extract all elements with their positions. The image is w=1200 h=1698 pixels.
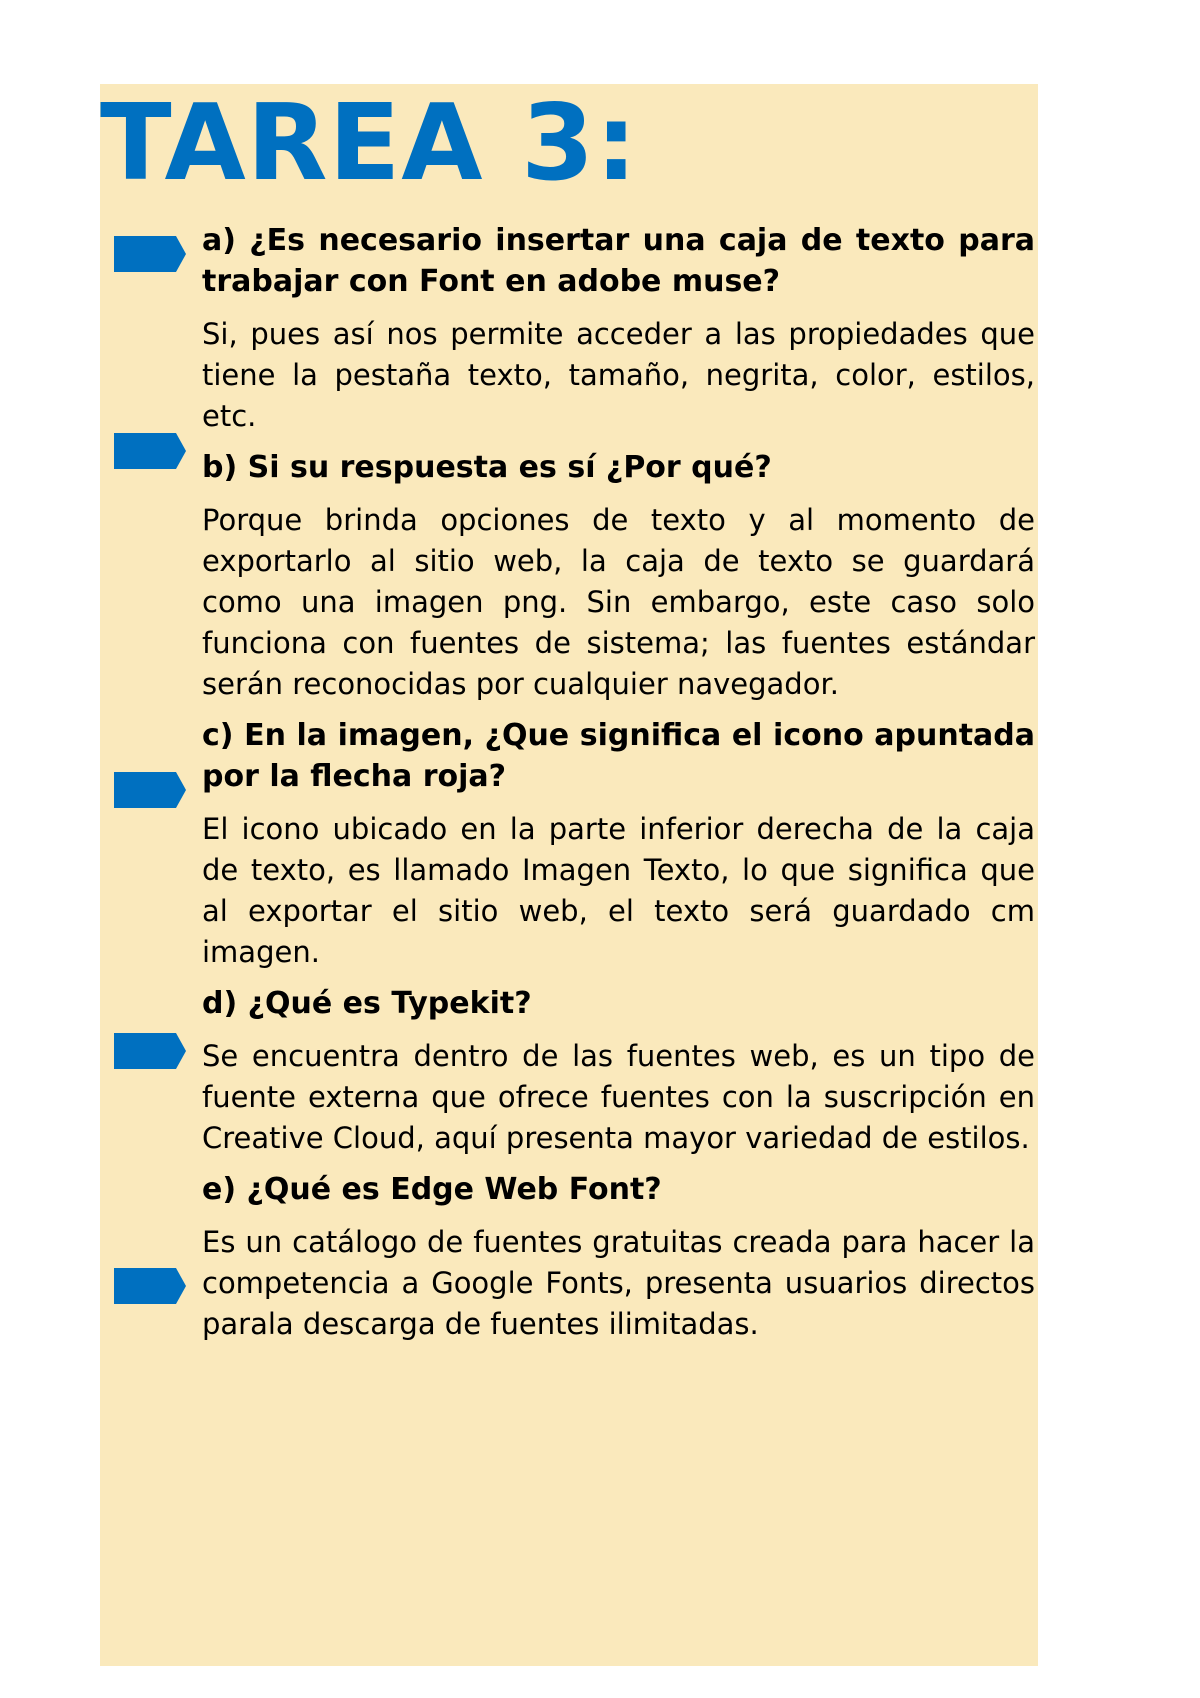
question-c: c) En la imagen, ¿Que significa el icono apuntada por la flecha roja?: [202, 718, 1035, 794]
qa-item-e: [202, 1169, 1035, 1345]
answer-a: Si, pues así nos permite acceder a las propiedades que tiene la pestaña texto, tamaño, negrita, color, estilos, etc.: [202, 317, 1035, 433]
question-e: e) ¿Qué es Edge Web Font?: [202, 1172, 662, 1207]
pentagon-arrow-icon: [114, 772, 186, 808]
answer-c: El icono ubicado en la parte inferior derecha de la caja de texto, es llamado Imagen Texto, lo que significa que al exportar el sitio web, el texto será guardado cm imagen.: [202, 812, 1035, 969]
qa-list: [202, 220, 1035, 1355]
question-a: a) ¿Es necesario insertar una caja de texto para trabajar con Font en adobe muse?: [202, 223, 1035, 299]
answer-d: Se encuentra dentro de las fuentes web, es un tipo de fuente externa que ofrece fuentes con la suscripción en Creative Cloud, aquí presenta mayor variedad de estilos.: [202, 1039, 1035, 1155]
pentagon-arrow-icon: [114, 236, 186, 272]
pentagon-arrow-icon: [114, 1033, 186, 1069]
question-b: b) Si su respuesta es sí ¿Por qué?: [202, 450, 772, 485]
pentagon-arrow-icon: [114, 1268, 186, 1304]
qa-item-c: [202, 715, 1035, 973]
answer-e: Es un catálogo de fuentes gratuitas creada para hacer la competencia a Google Fonts, presenta usuarios directos parala descarga de fuentes ilimitadas.: [202, 1225, 1035, 1341]
question-d: d) ¿Qué es Typekit?: [202, 986, 532, 1021]
qa-item-b: [202, 447, 1035, 705]
qa-item-a: [202, 220, 1035, 437]
qa-item-d: [202, 983, 1035, 1159]
page-title: TAREA 3:: [100, 82, 639, 204]
answer-b: Porque brinda opciones de texto y al momento de exportarlo al sitio web, la caja de texto se guardará como una imagen png. Sin embargo, este caso solo funciona con fuentes de sistema; las fuentes estándar serán reconocidas por cualquier navegador.: [202, 503, 1035, 701]
pentagon-arrow-icon: [114, 433, 186, 469]
